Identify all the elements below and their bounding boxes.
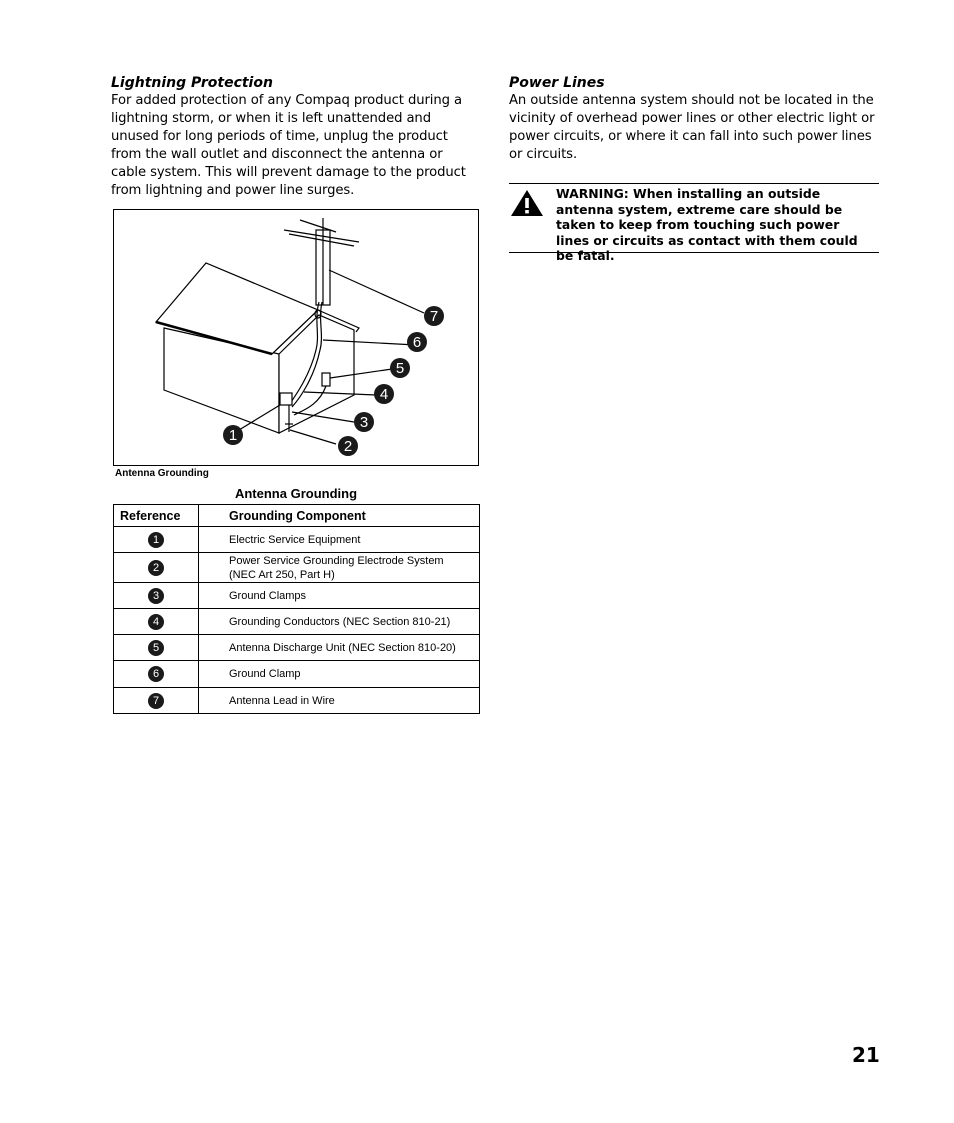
callout-5-label: 5 xyxy=(395,360,405,377)
power-lines-body: An outside antenna system should not be located in the vicinity of overhead power lines or other electric light or power circuits, or where it can fall into such power lines or circuits. xyxy=(509,93,875,162)
component-text: Grounding Conductors (NEC Section 810-21) xyxy=(229,615,451,628)
ref-badge: 6 xyxy=(148,666,164,682)
callout-1-label: 1 xyxy=(228,427,238,444)
table-row xyxy=(114,635,480,661)
table-row xyxy=(114,583,480,609)
page-number: 21 xyxy=(852,1043,880,1067)
component-text: Ground Clamps xyxy=(229,589,307,602)
ref-badge: 3 xyxy=(148,588,164,604)
warning-box xyxy=(509,183,879,263)
component-text-line2: (NEC Art 250, Part H) xyxy=(229,568,335,581)
ref-badge: 5 xyxy=(148,640,164,656)
antenna-grounding-figure xyxy=(113,209,479,466)
component-text: Ground Clamp xyxy=(229,668,301,680)
callout-7-label: 7 xyxy=(429,308,439,325)
table-row xyxy=(114,553,480,583)
table-row xyxy=(114,609,480,635)
table-header-row xyxy=(114,505,480,527)
lightning-heading: Lightning Protection xyxy=(111,75,273,91)
grounding-table xyxy=(113,504,480,714)
callout-2-label: 2 xyxy=(343,438,353,455)
lightning-section xyxy=(111,74,481,200)
component-text: Electric Service Equipment xyxy=(229,533,361,546)
figure-caption: Antenna Grounding xyxy=(115,468,209,479)
warning-icon xyxy=(509,188,545,218)
ref-badge: 4 xyxy=(148,614,164,630)
ref-badge: 2 xyxy=(148,560,164,576)
power-lines-heading: Power Lines xyxy=(509,75,605,91)
callout-6-label: 6 xyxy=(412,334,422,351)
warning-text: WARNING: When installing an outside antenna system, extreme care should be taken to keep from touching such power lines or circuits as contact with them could be fatal. xyxy=(556,186,858,263)
table-row xyxy=(114,527,480,553)
component-text: Antenna Lead in Wire xyxy=(229,694,335,707)
ref-badge: 1 xyxy=(148,532,164,548)
lightning-body: For added protection of any Compaq product during a lightning storm, or when it is left unattended and unused for long periods of time, unplug the product from the wall outlet and disconnect the antenna or cable system. This will prevent damage to the product from lightning and power line surges. xyxy=(111,93,466,198)
table-row xyxy=(114,688,480,714)
header-reference: Reference xyxy=(114,505,199,527)
table-title: Antenna Grounding xyxy=(234,486,358,501)
house-antenna-illustration xyxy=(114,210,480,467)
callout-3-label: 3 xyxy=(359,414,369,431)
component-text: Antenna Discharge Unit (NEC Section 810-20) xyxy=(229,641,456,654)
power-lines-section xyxy=(509,74,879,164)
ref-badge: 7 xyxy=(148,693,164,709)
callout-4-label: 4 xyxy=(379,386,389,403)
table-row xyxy=(114,661,480,688)
header-component: Grounding Component xyxy=(199,505,480,527)
component-text: Power Service Grounding Electrode System xyxy=(229,554,444,567)
